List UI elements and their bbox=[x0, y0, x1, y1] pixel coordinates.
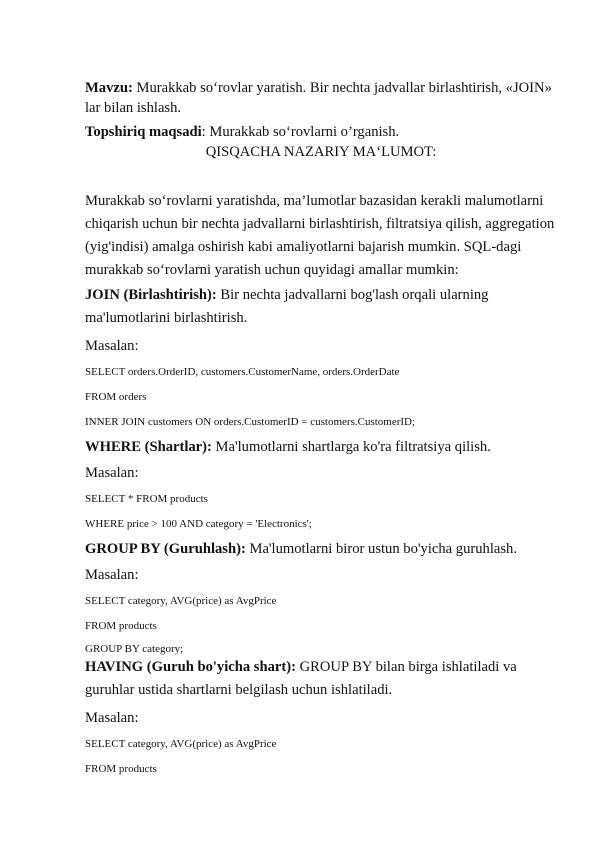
where-code-line-1: SELECT * FROM products bbox=[85, 493, 208, 505]
topic-paragraph bbox=[85, 78, 557, 118]
group-by-text: Ma'lumotlarni biror ustun bo'yicha guruhlash. bbox=[245, 541, 517, 557]
join-code-line-2: FROM orders bbox=[85, 391, 147, 403]
topic-text: Murakkab so‘rovlar yaratish. Bir nechta jadvallar birlashtirish, «JOIN» lar bilan ishlash. bbox=[85, 80, 552, 116]
where-text: Ma'lumotlarni shartlarga ko'ra filtratsiya qilish. bbox=[211, 439, 491, 455]
goal-label: Topshiriq maqsadi bbox=[85, 124, 202, 140]
join-example-label: Masalan: bbox=[85, 338, 139, 354]
join-text: Bir nechta jadvallarni bog'lash orqali ularning ma'lumotlarini birlashtirish. bbox=[85, 287, 489, 326]
where-label: WHERE (Shartlar): bbox=[85, 439, 212, 455]
group-by-code-line-2: FROM products bbox=[85, 620, 157, 632]
goal-paragraph bbox=[85, 122, 557, 142]
join-paragraph bbox=[85, 284, 557, 330]
group-by-code-line-3: GROUP BY category; bbox=[85, 643, 184, 655]
where-code-line-2: WHERE price > 100 AND category = 'Electronics'; bbox=[85, 518, 312, 530]
intro-paragraph: Murakkab so‘rovlarni yaratishda, ma’lumotlar bazasidan kerakli malumotlarni chiqarish uchun bir nechta jadvallarni birlashtirish, filtratsiya qilish, aggregation (yig'indisi) amalga oshirish kabi amaliyotlarni bajarish mumkin. SQL-dagi murakkab so‘rovlarni yaratish uchun quyidagi amallar mumkin: bbox=[85, 193, 555, 278]
join-code-line-1: SELECT orders.OrderID, customers.CustomerName, orders.OrderDate bbox=[85, 366, 400, 378]
section-title: QISQACHA NAZARIY MA‘LUMOT: bbox=[205, 144, 437, 160]
join-code-line-3: INNER JOIN customers ON orders.CustomerID = customers.CustomerID; bbox=[85, 416, 416, 428]
join-label: JOIN (Birlashtirish): bbox=[85, 287, 217, 303]
goal-text: : Murakkab so‘rovlarni o’rganish. bbox=[201, 124, 400, 140]
where-example-label: Masalan: bbox=[85, 465, 139, 481]
group-by-example-label: Masalan: bbox=[85, 567, 139, 583]
having-example-label: Masalan: bbox=[85, 710, 139, 726]
having-code-line-2: FROM products bbox=[85, 763, 157, 775]
document-body bbox=[85, 78, 557, 776]
group-by-label: GROUP BY (Guruhlash): bbox=[85, 541, 246, 557]
group-by-code-line-1: SELECT category, AVG(price) as AvgPrice bbox=[85, 595, 277, 607]
topic-label: Mavzu: bbox=[85, 80, 133, 96]
having-code-line-1: SELECT category, AVG(price) as AvgPrice bbox=[85, 738, 277, 750]
having-text: GROUP BY bilan birga ishlatiladi va guruhlar ustida shartlarni belgilash uchun ishlatiladi. bbox=[85, 659, 517, 698]
group-by-paragraph bbox=[85, 539, 557, 559]
having-label: HAVING (Guruh bo'yicha shart): bbox=[85, 659, 296, 675]
having-paragraph bbox=[85, 656, 557, 702]
where-paragraph bbox=[85, 437, 557, 457]
